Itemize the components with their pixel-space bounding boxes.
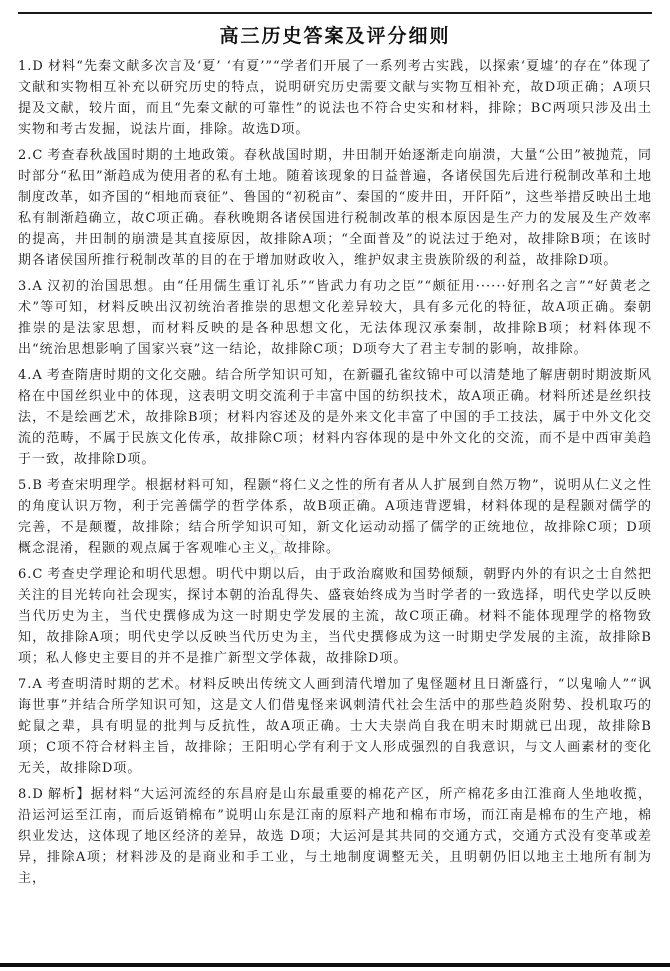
answer-text-2: 考查春秋战国时期的土地政策。春秋战国时期，井田制开始逐渐走向崩溃，大量“公田”被抛荒，同时部分“私田”渐趋成为使用者的私有土地。随着该现象的日益普遍，各诸侯国先后进行税制改革和土地制度改革，如齐国的“相地而衰征”、鲁国的“初税亩”、秦国的“废井田，开阡陌”，这些举措反映出土地私有制渐趋确立，故C项正确。春秋晚期各诸侯国进行税制改革的根本原因是生产力的发展及生产效率的提高，井田制的崩溃是其直接原因，故排除A项；“全面普及”的说法过于绝对，故排除B项；在该时期各诸侯国所推行税制改革的目的在于增加财政收入，维护奴隶主贵族阶级的利益，故排除D项。 bbox=[18, 148, 652, 268]
diagonal-watermark: 公众号 bbox=[338, 468, 381, 520]
answer-item-3 bbox=[18, 276, 652, 360]
page-title: 高三历史答案及评分细则 bbox=[219, 25, 451, 47]
top-rule bbox=[18, 12, 652, 14]
answer-text-6: 考查史学理论和明代思想。明代中期以后，由于政治腐败和国势倾颓，朝野内外的有识之士自然把关注的目光转向社会现实，探讨本朝的治乱得失、盛衰始终成为当时学者的一致选择，明代史学以反映当代历史为主，当代史撰修成为这一时期史学发展的主流，故C项正确。材料不能体现理学的格物致知，故排除A项；明代史学以反映当代历史为主，当代史撰修成为这一时期史学发展的主流，故排除B项；私人修史主要目的并不是推广新型文学体裁，故排除D项。 bbox=[18, 567, 652, 666]
answer-item-4 bbox=[18, 365, 652, 470]
answer-number-3: 3.A bbox=[18, 279, 43, 294]
answer-number-5: 5.B bbox=[18, 478, 43, 493]
answer-number-1: 1.D bbox=[18, 59, 44, 74]
answer-item-2 bbox=[18, 145, 652, 271]
answers-content bbox=[0, 48, 670, 889]
answer-text-1: 材料“先秦文献多次言及‘夏’ ‘有夏’”“学者们开展了一系列考古实践，以探索‘夏墟’的存在”体现了文献和实物相互补充以研究历史的特点，说明研究历史需要文献与实物互相补充，故D项正确；A项只提及文献，较片面，而且“先秦文献的可靠性”的说法也不符合史实和材料，排除；BC两项只涉及出土实物和考古发掘，说法片面，排除。故选D项。 bbox=[18, 59, 652, 137]
answer-number-2: 2.C bbox=[18, 148, 44, 163]
answer-item-6 bbox=[18, 564, 652, 669]
answer-number-6: 6.C bbox=[18, 567, 44, 582]
diagonal-watermark: 公众号 bbox=[254, 528, 297, 580]
answer-item-1 bbox=[18, 56, 652, 140]
answer-item-5 bbox=[18, 475, 652, 559]
answer-number-7: 7.A bbox=[18, 677, 43, 692]
answer-number-8: 8.D bbox=[18, 787, 44, 802]
answer-text-8: 解析】据材料“大运河流经的东昌府是山东最重要的棉花产区，所产棉花多由江淮商人坐地收揽，沿运河运至江南，而后返销棉布”说明山东是江南的原料产地和棉布市场，而江南是棉布的生产地，棉织业发达，这体现了地区经济的差异，故选 D项；大运河是其共同的交通方式，交通方式没有变革或差异，排除A项；材料涉及的是商业和手工业，与土地制度调整无关，且明朝仍旧以地主土地所有制为主， bbox=[18, 787, 652, 886]
answer-text-4: 考查隋唐时期的文化交融。结合所学知识可知，在新疆孔雀纹锦中可以清楚地了解唐朝时期波斯风格在中国丝织业中的体现，这表明文明交流利于丰富中国的纺织技术，故A项正确。材料所述是丝织技法，不是绘画艺术，故排除B项；材料内容述及的是外来文化丰富了中国的手工技法，属于中外文化交流的范畴，不属于民族文化传承，故排除C项；材料内容体现的是中外文化的交流，而不是中西审美趋于一致，故排除D项。 bbox=[18, 368, 652, 467]
answer-text-7: 考查明清时期的艺术。材料反映出传统文人画到清代增加了鬼怪题材且日渐盛行，“以鬼喻人”“讽诲世事”并结合所学知识可知，这是文人们借鬼怪来讽刺清代社会生活中的那些趋炎附势、投机取巧的蛇鼠之辈，具有明显的批判与反抗性，故A项正确。士大夫崇尚自我在明末时期就已出现，故排除B项；C项不符合材料主旨，故排除；王阳明心学有利于文人形成强烈的自我意识，与文人画素材的变化无关，故排除D项。 bbox=[18, 677, 652, 776]
answer-number-4: 4.A bbox=[18, 368, 43, 383]
answer-text-5: 考查宋明理学。根据材料可知，程颢“将仁义之性的所有者从人扩展到自然万物”，说明从仁义之性的角度认识万物，利于完善儒学的哲学体系，故B项正确。A项违背逻辑，材料体现的是程颢对儒学的完善，不是颠覆，故排除；结合所学知识可知，新文化运动动摇了儒学的正统地位，故排除C项；D项概念混淆，程颢的观点属于客观唯心主义，故排除。 bbox=[18, 478, 652, 556]
answer-item-8 bbox=[18, 784, 652, 889]
answer-item-7 bbox=[18, 674, 652, 779]
answer-text-3: 汉初的治国思想。由“任用儒生重订礼乐”“皆武力有功之臣”“颇征用······好刑名之言”“好黄老之术”等可知，材料反映出汉初统治者推崇的思想文化差异较大，具有多元化的特征，故A项正确。秦朝推崇的是法家思想，而材料反映的是各种思想文化，无法体现汉承秦制，故排除B项；材料体现不出“统治思想影响了国家兴衰”这一结论，故排除C项；D项夸大了君主专制的影响，故排除。 bbox=[18, 279, 652, 357]
bottom-page-edge bbox=[0, 963, 670, 967]
